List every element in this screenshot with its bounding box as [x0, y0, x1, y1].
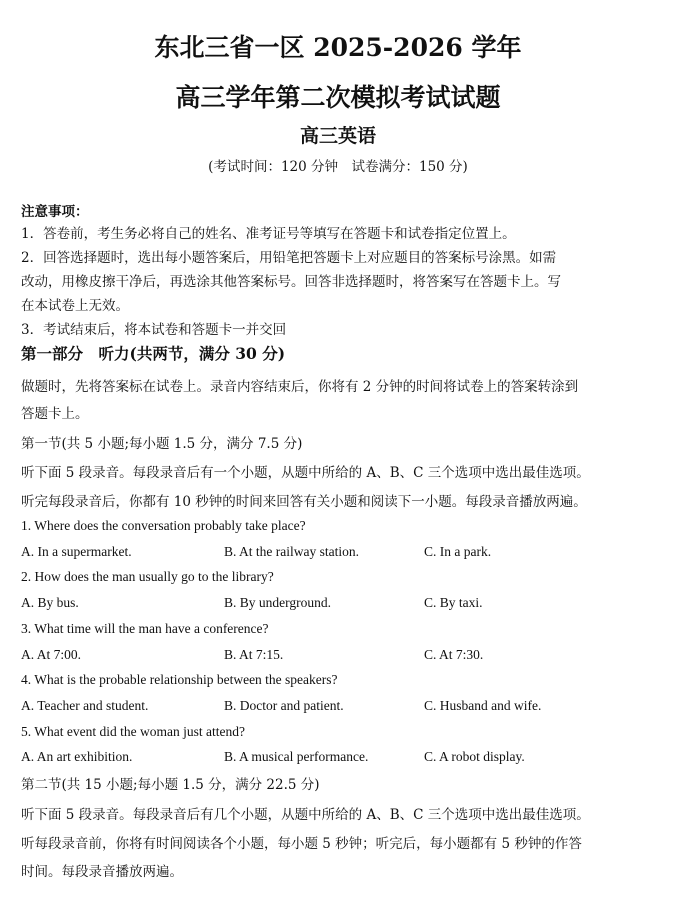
- part1-intro-line1: 做题时，先将答案标在试卷上。录音内容结束后，你将有 2 分钟的时间将试卷上的答案转涂到: [21, 379, 579, 395]
- section1-heading: 第一节(共 5 小题;每小题 1.5 分，满分 7.5 分): [21, 436, 303, 452]
- question-5-option-a: A. An art exhibition.: [21, 749, 133, 764]
- section1-instr-line2: 听完每段录音后，你都有 10 秒钟的时间来回答有关小题和阅读下一小题。每段录音播放两遍。: [21, 494, 587, 510]
- question-2-option-b: B. By underground.: [224, 595, 331, 610]
- notes-item-1: 1．答卷前，考生务必将自己的姓名、准考证号等填写在答题卡和试卷指定位置上。: [21, 226, 516, 242]
- question-2-option-a: A. By bus.: [21, 595, 79, 610]
- exam-title-line2: 高三学年第二次模拟考试试题: [175, 83, 501, 112]
- question-2-option-c: C. By taxi.: [424, 595, 483, 610]
- notes-item-2-line3: 在本试卷上无效。: [21, 298, 129, 314]
- section2-instr-line1: 听下面 5 段录音。每段录音后有几个小题，从题中所给的 A、B、C 三个选项中选出最佳选项。: [21, 807, 590, 823]
- question-3-option-b: B. At 7:15.: [224, 647, 284, 662]
- question-3: 3. What time will the man have a conference?: [21, 621, 269, 636]
- section1-instr-line1: 听下面 5 段录音。每段录音后有一个小题，从题中所给的 A、B、C 三个选项中选出最佳选项。: [21, 465, 590, 481]
- exam-time-info: (考试时间：120 分钟 试卷满分：150 分): [208, 159, 468, 175]
- exam-title-line1: 东北三省一区 2025-2026 学年: [154, 33, 522, 62]
- notes-item-2-line2: 改动，用橡皮擦干净后，再选涂其他答案标号。回答非选择题时，将答案写在答题卡上。写: [21, 274, 561, 290]
- question-3-option-a: A. At 7:00.: [21, 647, 82, 662]
- question-1-option-b: B. At the railway station.: [224, 544, 359, 559]
- exam-subject: 高三英语: [299, 125, 376, 147]
- part1-heading: 第一部分 听力(共两节，满分 30 分): [21, 344, 286, 363]
- question-4: 4. What is the probable relationship between the speakers?: [21, 672, 338, 687]
- question-1-option-a: A. In a supermarket.: [21, 544, 132, 559]
- question-4-option-a: A. Teacher and student.: [21, 698, 149, 713]
- section2-heading: 第二节(共 15 小题;每小题 1.5 分，满分 22.5 分): [21, 777, 320, 793]
- question-1: 1. Where does the conversation probably take place?: [21, 518, 306, 533]
- question-2: 2. How does the man usually go to the library?: [21, 569, 274, 584]
- notes-heading: 注意事项：: [21, 204, 89, 220]
- question-4-option-c: C. Husband and wife.: [424, 698, 542, 713]
- question-3-option-c: C. At 7:30.: [424, 647, 484, 662]
- question-1-option-c: C. In a park.: [424, 544, 492, 559]
- question-5-option-c: C. A robot display.: [424, 749, 525, 764]
- notes-item-2-line1: 2．回答选择题时，选出每小题答案后，用铅笔把答题卡上对应题目的答案标号涂黑。如需: [21, 250, 557, 266]
- section2-instr-line2: 听每段录音前，你将有时间阅读各个小题，每小题 5 秒钟；听完后，每小题都有 5 秒钟的作答: [21, 836, 582, 852]
- question-4-option-b: B. Doctor and patient.: [224, 698, 344, 713]
- notes-item-3: 3．考试结束后，将本试卷和答题卡一并交回: [21, 322, 287, 338]
- question-5: 5. What event did the woman just attend?: [21, 724, 245, 739]
- question-5-option-b: B. A musical performance.: [224, 749, 369, 764]
- part1-intro-line2: 答题卡上。: [21, 406, 89, 422]
- section2-instr-line3: 时间。每段录音播放两遍。: [21, 864, 183, 880]
